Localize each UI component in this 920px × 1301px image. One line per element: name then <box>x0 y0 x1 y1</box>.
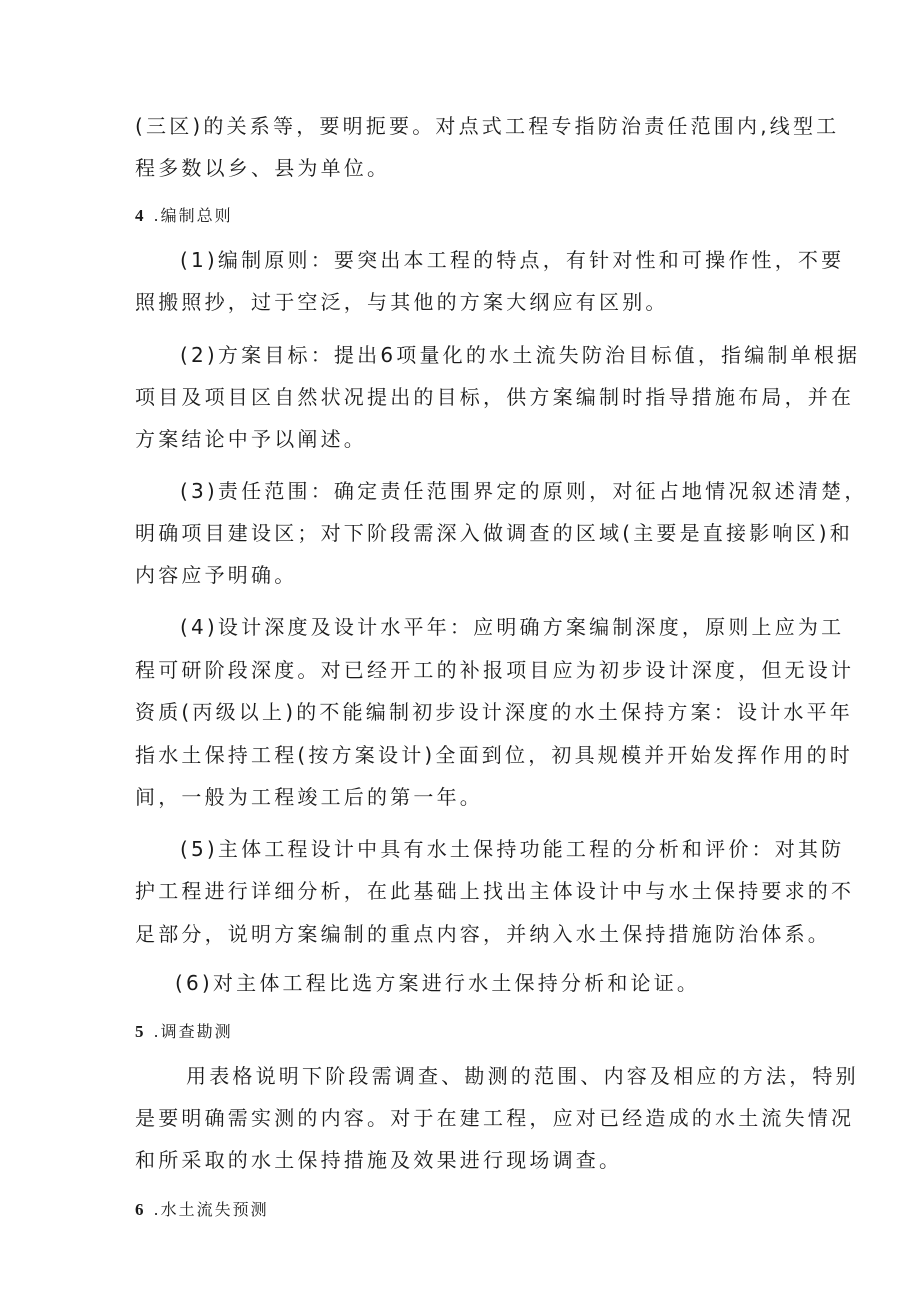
paragraph-line: 足部分，说明方案编制的重点内容，并纳入水土保持措施防治体系。 <box>135 922 831 946</box>
paragraph-line: 程可研阶段深度。对已经开工的补报项目应为初步设计深度，但无设计 <box>135 658 855 682</box>
section-heading-6 <box>135 1196 269 1224</box>
paragraph-line: 指水土保持工程(按方案设计)全面到位，初具规模并开始发挥作用的时 <box>135 743 854 767</box>
paragraph-line: (三区)的关系等，要明扼要。对点式工程专指防治责任范围内,线型工 <box>135 114 840 138</box>
section-number: 6 <box>135 1200 146 1219</box>
paragraph-line: 护工程进行详细分析，在此基础上找出主体设计中与水土保持要求的不 <box>135 879 855 903</box>
section-heading-4 <box>135 202 233 230</box>
paragraph-line: 是要明确需实测的内容。对于在建工程，应对已经造成的水土流失情况 <box>135 1106 855 1130</box>
paragraph-line: 用表格说明下阶段需调查、勘测的范围、内容及相应的方法，特别 <box>186 1064 859 1088</box>
paragraph-line: (4)设计深度及设计水平年：应明确方案编制深度，原则上应为工 <box>180 615 845 639</box>
section-title: .调查勘测 <box>153 1022 233 1041</box>
paragraph-line: 内容应予明确。 <box>135 563 298 587</box>
paragraph-line: (6)对主体工程比选方案进行水土保持分析和论证。 <box>175 971 701 995</box>
paragraph-line: 明确项目建设区；对下阶段需深入做调查的区域(主要是直接影响区)和 <box>135 521 854 545</box>
paragraph-line: (2)方案目标：提出6项量化的水土流失防治目标值，指编制单根据 <box>180 343 861 367</box>
section-number: 5 <box>135 1022 146 1041</box>
paragraph-line: 程多数以乡、县为单位。 <box>135 156 391 180</box>
paragraph-line: (3)责任范围：确定责任范围界定的原则，对征占地情况叙述清楚， <box>180 479 868 503</box>
paragraph-line: 项目及项目区自然状况提出的目标，供方案编制时指导措施布局，并在 <box>135 385 855 409</box>
section-heading-5 <box>135 1018 233 1046</box>
paragraph-line: 方案结论中予以阐述。 <box>135 427 367 451</box>
paragraph-line: (5)主体工程设计中具有水土保持功能工程的分析和评价：对其防 <box>180 837 845 861</box>
paragraph-line: 资质(丙级以上)的不能编制初步设计深度的水土保持方案：设计水平年 <box>135 700 854 724</box>
section-title: .水土流失预测 <box>153 1200 269 1219</box>
section-title: .编制总则 <box>153 206 233 225</box>
paragraph-line: (1)编制原则：要突出本工程的特点，有针对性和可操作性，不要 <box>180 248 845 272</box>
paragraph-line: 照搬照抄，过于空泛，与其他的方案大纲应有区别。 <box>135 290 669 314</box>
paragraph-line: 和所采取的水土保持措施及效果进行现场调查。 <box>135 1148 623 1172</box>
paragraph-line: 间，一般为工程竣工后的第一年。 <box>135 785 483 809</box>
section-number: 4 <box>135 206 146 225</box>
